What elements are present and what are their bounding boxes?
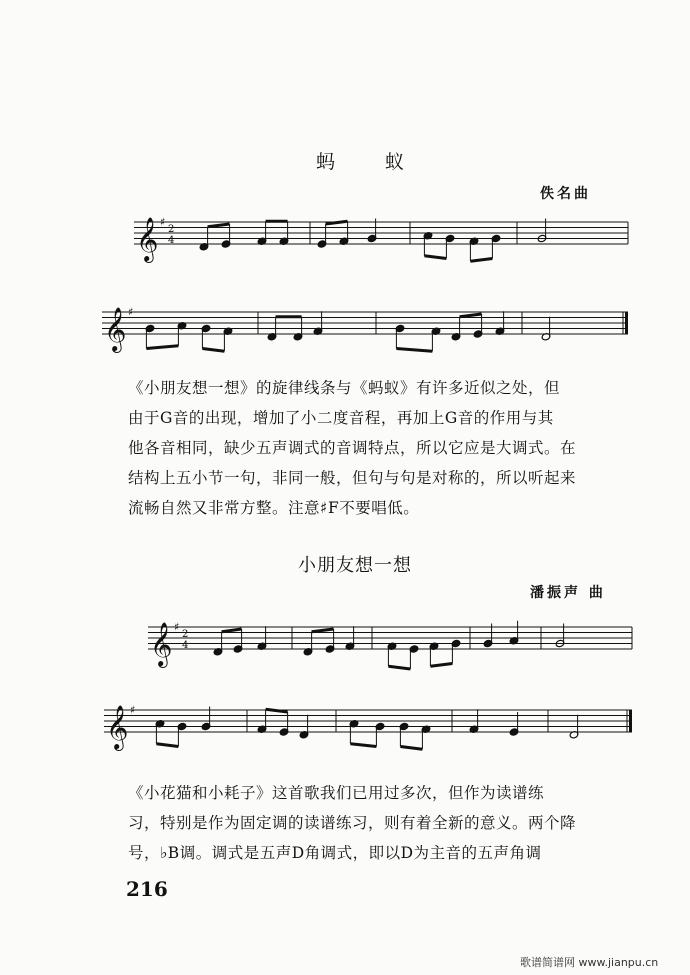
beam	[156, 744, 178, 747]
beam	[202, 349, 224, 352]
beam	[424, 256, 446, 259]
treble-clef-icon: 𝄞	[136, 217, 159, 261]
beam	[396, 349, 432, 352]
paragraph-2-line: 习，特别是作为固定调的读谱练习，则有着全新的意义。两个降	[128, 814, 577, 832]
beam	[470, 259, 492, 262]
song1-composer: 佚名曲	[540, 186, 591, 202]
beam	[208, 224, 230, 227]
paragraph-2-line: 《小花猫和小耗子》这首歌我们已用过多次，但作为读谱练	[128, 784, 545, 802]
paragraph-1-line: 《小朋友想一想》的旋律线条与《蚂蚁》有许多近似之处，但	[128, 379, 561, 397]
key-signature-sharp: ♯	[130, 703, 136, 717]
page-number: 216	[126, 877, 168, 901]
beam	[430, 664, 452, 667]
treble-clef-icon: 𝄞	[150, 622, 173, 666]
paragraph-1-line: 他各音相同，缺少五声调式的音调特点，所以它应是大调式。在	[128, 439, 577, 457]
beam	[350, 744, 376, 747]
beam	[222, 629, 242, 632]
paragraph-1-line: 结构上五小节一句，非同一般，但句与句是对称的，所以听起来	[128, 469, 577, 487]
beam	[146, 346, 178, 349]
time-sig-top: 2	[168, 224, 175, 235]
watermark: 歌谱简谱网 www.jianpu.cn	[520, 956, 659, 969]
time-sig-bottom: 4	[182, 640, 189, 651]
treble-clef-icon: 𝄞	[106, 705, 129, 749]
treble-clef-icon: 𝄞	[104, 307, 127, 351]
paragraph-1-line: 流畅自然又非常方整。注意♯F不要唱低。	[128, 499, 420, 517]
paragraph-1	[128, 373, 648, 523]
time-sig-top: 2	[182, 629, 189, 640]
time-sig-bottom: 4	[168, 235, 175, 246]
key-signature-sharp: ♯	[160, 215, 166, 229]
beam	[400, 747, 422, 750]
song2-composer: 潘振声 曲	[530, 585, 606, 601]
final-barline	[629, 710, 632, 732]
key-signature-sharp: ♯	[128, 305, 134, 319]
final-barline	[625, 312, 628, 334]
beam	[388, 666, 410, 669]
paragraph-2-line: 号，♭B调。调式是五声D角调式，即以D为主音的五声角调	[128, 844, 542, 862]
song2-title: 小朋友想一想	[298, 555, 412, 576]
paragraph-1-line: 由于G音的出现，增加了小二度音程，再加上G音的作用与其	[128, 409, 554, 427]
paragraph-2	[128, 778, 648, 868]
key-signature-sharp: ♯	[174, 620, 180, 634]
song1-title: 蚂 蚁	[316, 151, 427, 173]
beam	[460, 314, 482, 317]
beam	[312, 629, 334, 632]
